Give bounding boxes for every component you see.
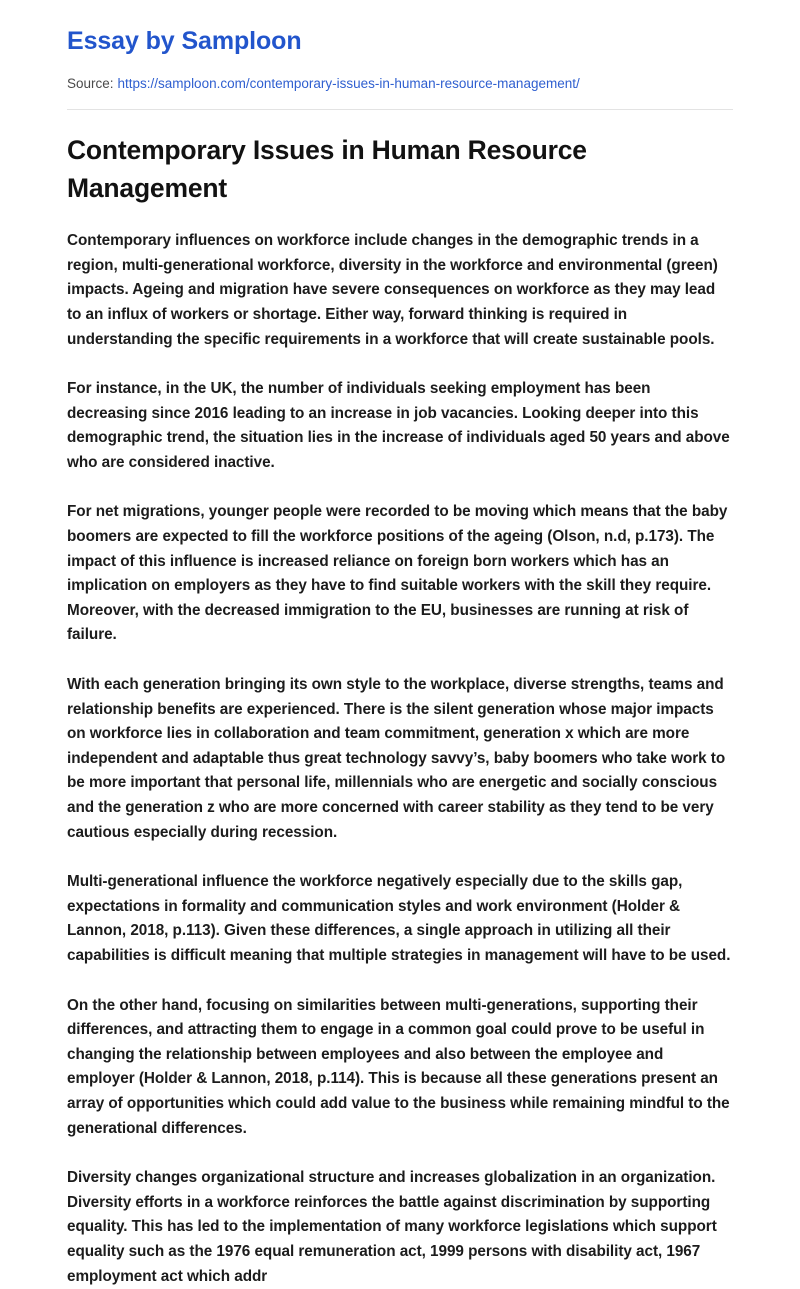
- page-title: Contemporary Issues in Human Resource Management: [67, 134, 587, 203]
- site-header: [67, 0, 733, 110]
- article-body: [67, 229, 733, 1289]
- source-line: [67, 75, 733, 94]
- article-paragraph: With each generation bringing its own style to the workplace, diverse strengths, teams and relationship benefits are experienced. There is the silent generation whose major impacts on workforce lies in collaboration and team commitment, generation x which are more independent and adaptable thus great technology savvy’s, baby boomers who take work to be more important that personal life, millennials who are energetic and socially conscious and the generation z who are more concerned with career stability as they tend to be very cautious especially during recession.: [67, 676, 726, 841]
- article-paragraph: Diversity changes organizational structure and increases globalization in an organization. Diversity efforts in a workforce reinforces the battle against discrimination by supporting equality. This has led to the implementation of many workforce legislations which support equality such as the 1976 equal remuneration act, 1999 persons with disability act, 1967 employment act which addr: [67, 1169, 717, 1285]
- source-url-link[interactable]: https://samploon.com/contemporary-issues-in-human-resource-management/: [117, 76, 580, 91]
- article-paragraph: For instance, in the UK, the number of individuals seeking employment has been decreasing since 2016 leading to an increase in job vacancies. Looking deeper into this demographic trend, the situation lies in the increase of individuals aged 50 years and above who are considered inactive.: [67, 380, 730, 471]
- article-paragraph: Contemporary influences on workforce include changes in the demographic trends in a region, multi-generational workforce, diversity in the workforce and environmental (green) impacts. Ageing and migration have severe consequences on workforce as they may lead to an influx of workers or shortage. Either way, forward thinking is required in understanding the specific requirements in a workforce that will create sustainable pools.: [67, 232, 718, 348]
- header-divider: [67, 109, 733, 110]
- article-paragraph: Multi-generational influence the workforce negatively especially due to the skills gap, expectations in formality and communication styles and work environment (Holder & Lannon, 2018, p.113). Given these differences, a single approach in utilizing all their capabilities is difficult meaning that multiple strategies in management will have to be used.: [67, 873, 731, 964]
- article-paragraph: On the other hand, focusing on similarities between multi-generations, supporting their differences, and attracting them to engage in a common goal could prove to be useful in changing the relationship between employees and also between the employee and employer (Holder & Lannon, 2018, p.114). This is because all these generations present an array of opportunities which could add value to the business while remaining mindful to the generational differences.: [67, 996, 730, 1137]
- source-label: Source:: [67, 76, 114, 91]
- site-brand-logo: Essay by Samploon: [67, 27, 302, 55]
- article-paragraph: For net migrations, younger people were recorded to be moving which means that the baby boomers are expected to fill the workforce positions of the ageing (Olson, n.d, p.173). The impact of this influence is increased reliance on foreign born workers which has an implication on employers as they have to find suitable workers with the skill they require. Moreover, with the decreased immigration to the EU, businesses are running at risk of failure.: [67, 503, 728, 644]
- article: [67, 132, 733, 1289]
